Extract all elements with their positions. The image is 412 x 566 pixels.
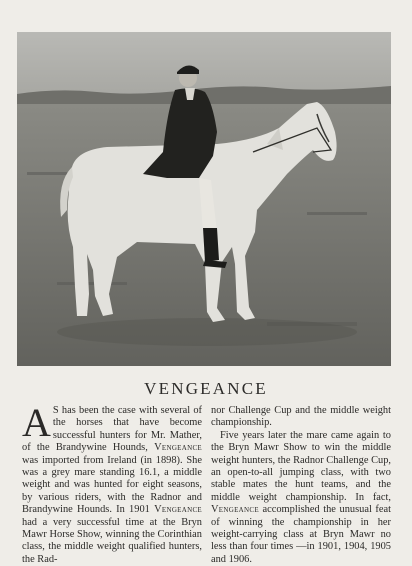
horse-name: Vengeance xyxy=(211,504,259,516)
horse-name: Vengeance xyxy=(154,504,202,516)
text: was imported from Ireland (in 1898). She was a grey mare standing 16.1, a middle weight and was hunted for eight seasons, by various riders, with the Radnor and Brandywine Hounds. In 1901 xyxy=(22,454,202,516)
article-column-left xyxy=(22,400,202,566)
paragraph xyxy=(211,430,391,566)
paragraph xyxy=(22,400,202,566)
text: Five years later the mare came again to the Bryn Mawr Show to win the middle weight hunters, the Radnor Challenge Cup, an open-to-all jumping class, with two stable mates the hunt teams, and the middle weight championship. In fact, xyxy=(211,429,391,503)
horse-photograph xyxy=(17,32,391,366)
article-column-right xyxy=(211,405,391,566)
text: accomplished the unusual feat of winning the championship in her weight-carrying class at Bryn Mawr no less than four times —in 1901, 1904, 1905 and 1906. xyxy=(211,504,391,565)
text: had a very successful time at the Bryn Mawr Horse Show, winning the Corinthian class, the middle weight qualified hunters, the Rad- xyxy=(22,516,202,565)
article-title: VENGEANCE xyxy=(144,379,268,398)
paragraph: nor Challenge Cup and the middle weight championship. xyxy=(211,405,391,429)
horse-name: Vengeance xyxy=(154,442,202,454)
text: S has been the case with several of the horses that have become successful hunters for Mr. Mather, of the Brandywine Hounds, xyxy=(22,405,202,454)
drop-cap: A xyxy=(22,400,51,445)
